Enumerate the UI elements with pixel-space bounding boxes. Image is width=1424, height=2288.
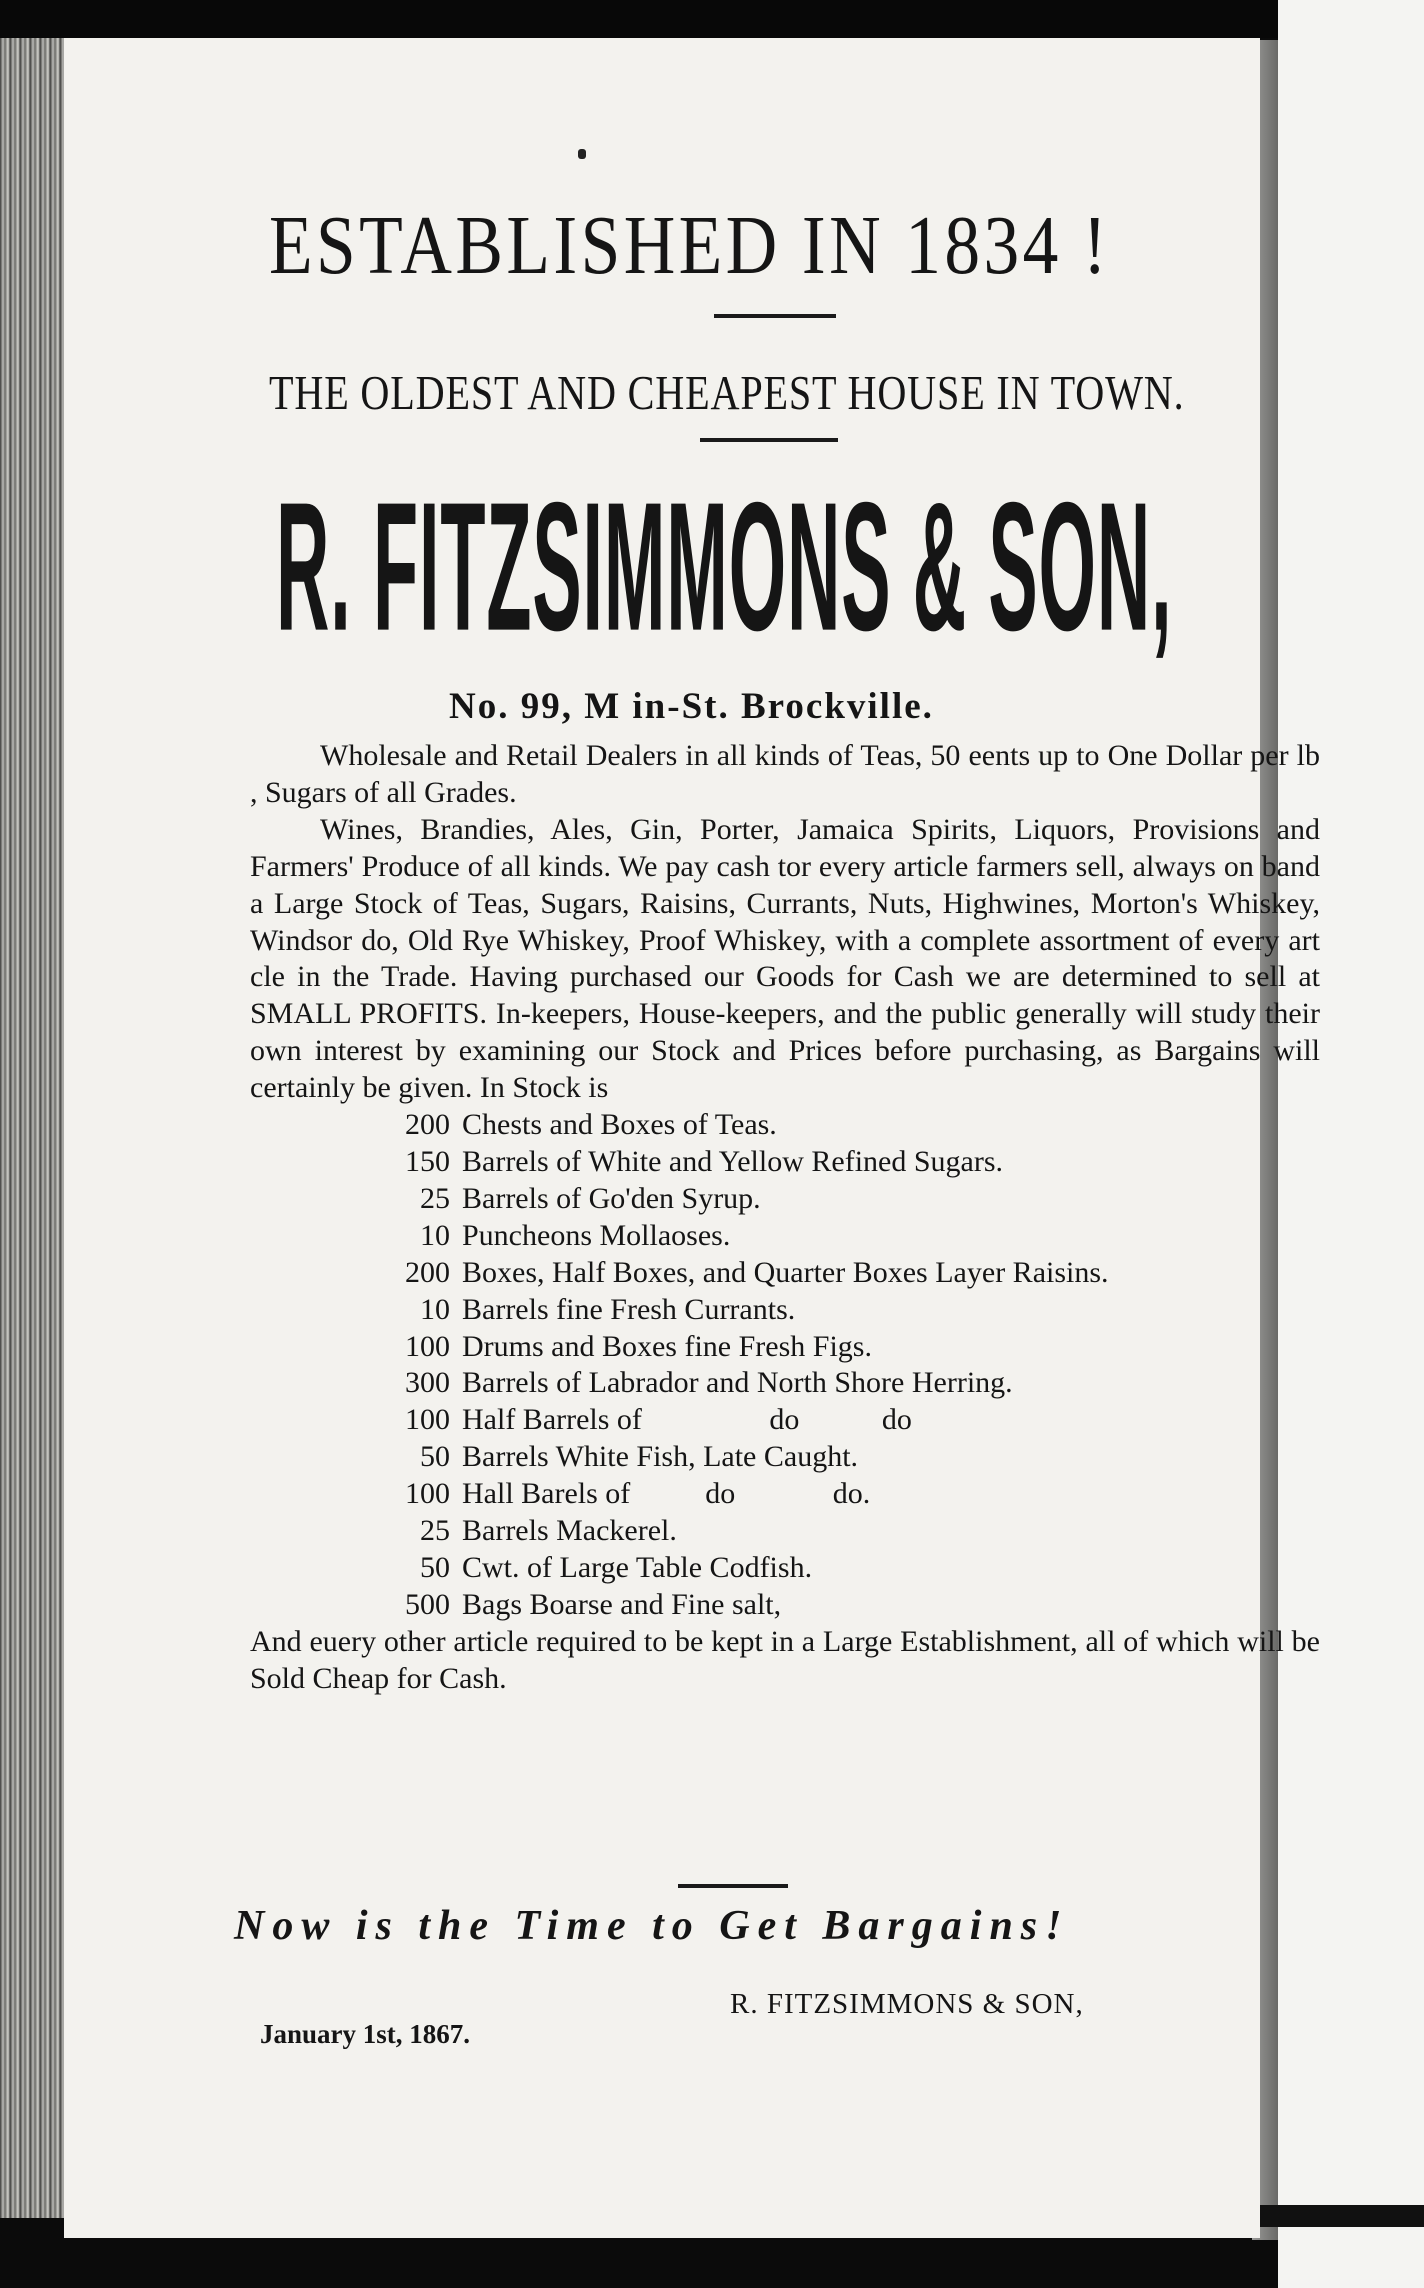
heading-rule bbox=[714, 314, 836, 318]
stock-item bbox=[250, 1329, 1320, 1366]
heading: ESTABLISHED IN 1834 ! bbox=[269, 199, 1111, 292]
stock-description: Drums and Boxes fine Fresh Figs. bbox=[462, 1329, 872, 1363]
stock-quantity: 10 bbox=[420, 1218, 450, 1252]
stock-quantity: 200 bbox=[405, 1255, 450, 1289]
description-paragraph: Wines, Brandies, Ales, Gin, Porter, Jamaica Spirits, Liquors, Provisions and Farmers' Produce of all kinds. We pay cash tor every article farmers sell, always on band a Large Stock of Teas, Sugars, Raisins, Currants, Nuts, Highwines, Morton's Whiskey, Windsor do, Old Rye Whiskey, Proof Whiskey, with a complete assortment of every art cle in the Trade. Having purchased our Goods for Cash we are determined to sell at SMALL PROFITS. In-keepers, House-keepers, and the public generally will study their own interest by examining our Stock and Prices before purchasing, as Bargains will certainly be given. In Stock is bbox=[250, 812, 1320, 1105]
stock-quantity: 100 bbox=[405, 1329, 450, 1363]
stock-quantity: 25 bbox=[420, 1514, 450, 1548]
stock-item bbox=[250, 1513, 1320, 1550]
stock-description: Puncheons Mollaoses. bbox=[462, 1218, 731, 1252]
stock-list bbox=[250, 1107, 1320, 1624]
firm-name: R. FITZSIMMONS & SON, bbox=[276, 465, 1173, 670]
date: January 1st, 1867. bbox=[260, 2019, 471, 2049]
tagline-rule bbox=[700, 438, 838, 442]
advertisement-body bbox=[250, 738, 1320, 1698]
stock-quantity: 500 bbox=[405, 1587, 450, 1621]
stock-item bbox=[250, 1476, 1320, 1513]
stock-item bbox=[250, 1402, 1320, 1439]
stock-description: Barrels White Fish, Late Caught. bbox=[462, 1440, 859, 1474]
stock-item bbox=[250, 1107, 1320, 1144]
advertisement-page bbox=[64, 38, 1320, 2238]
stock-item bbox=[250, 1365, 1320, 1402]
stock-item bbox=[250, 1439, 1320, 1476]
stock-quantity: 50 bbox=[420, 1440, 450, 1474]
stock-description: Barrels fine Fresh Currants. bbox=[462, 1292, 796, 1326]
closing-rule bbox=[678, 1884, 788, 1888]
slogan: Now is the Time to Get Bargains! bbox=[234, 1903, 1070, 1949]
scan-bottom-strip bbox=[1254, 2205, 1424, 2227]
stock-quantity: 50 bbox=[420, 1550, 450, 1584]
stock-description: Cwt. of Large Table Codfish. bbox=[462, 1550, 813, 1584]
closing-paragraph: And euery other article required to be kept in a Large Establishment, all of which will be Sold Cheap for Cash. bbox=[250, 1624, 1320, 1695]
address: No. 99, M in-St. Brockville. bbox=[449, 686, 934, 727]
stock-description: Half Barrels of do do bbox=[462, 1403, 912, 1437]
stock-description: Barrels of White and Yellow Refined Sugars. bbox=[462, 1144, 1004, 1178]
stock-quantity: 200 bbox=[405, 1108, 450, 1142]
intro-paragraph: Wholesale and Retail Dealers in all kinds of Teas, 50 eents up to One Dollar per lb , Sugars of all Grades. bbox=[250, 739, 1320, 809]
stock-quantity: 100 bbox=[405, 1403, 450, 1437]
stock-description: Hall Barels of do do. bbox=[462, 1477, 871, 1511]
stock-item bbox=[250, 1181, 1320, 1218]
signature: R. FITZSIMMONS & SON, bbox=[730, 1988, 1084, 2020]
stock-item bbox=[250, 1587, 1320, 1624]
stock-quantity: 300 bbox=[405, 1366, 450, 1400]
stock-description: Chests and Boxes of Teas. bbox=[462, 1108, 777, 1142]
stock-item bbox=[250, 1255, 1320, 1292]
stock-quantity: 10 bbox=[420, 1292, 450, 1326]
stock-description: Barrels of Go'den Syrup. bbox=[462, 1181, 761, 1215]
scan-top-border bbox=[0, 0, 1424, 38]
stock-quantity: 100 bbox=[405, 1477, 450, 1511]
stock-description: Bags Boarse and Fine salt, bbox=[462, 1587, 782, 1621]
stock-description: Barrels of Labrador and North Shore Herring. bbox=[462, 1366, 1013, 1400]
stock-quantity: 25 bbox=[420, 1181, 450, 1215]
stock-item bbox=[250, 1292, 1320, 1329]
stock-item bbox=[250, 1144, 1320, 1181]
stock-description: Barrels Mackerel. bbox=[462, 1514, 677, 1548]
stock-item bbox=[250, 1218, 1320, 1255]
book-page-edges bbox=[0, 38, 72, 2218]
ink-dot bbox=[578, 149, 586, 159]
stock-description: Boxes, Half Boxes, and Quarter Boxes Layer Raisins. bbox=[462, 1255, 1109, 1289]
tagline: THE OLDEST AND CHEAPEST HOUSE IN TOWN. bbox=[269, 365, 1185, 420]
stock-item bbox=[250, 1550, 1320, 1587]
stock-quantity: 150 bbox=[405, 1144, 450, 1178]
